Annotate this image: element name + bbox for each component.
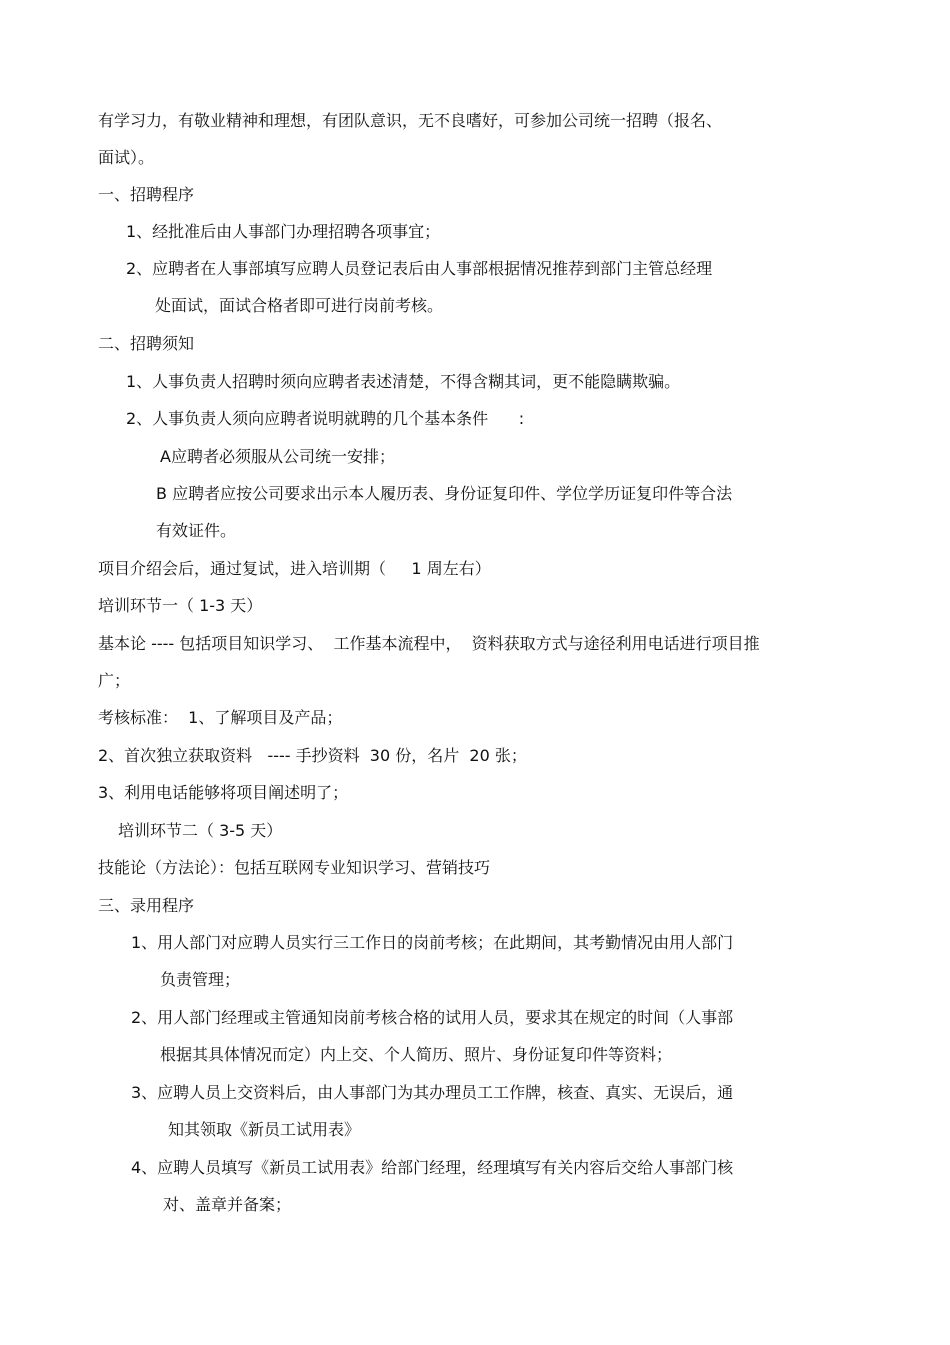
section-heading: 二、招聘须知 [98, 334, 195, 353]
text-line: 考核标准： 1、了解项目及产品； [98, 708, 343, 727]
text-line: 2、首次独立获取资料 ---- 手抄资料 30 份，名片 20 张； [98, 746, 527, 765]
sub-item: A应聘者必须服从公司统一安排； [160, 447, 395, 466]
list-item-continuation: 处面试，面试合格者即可进行岗前考核。 [155, 296, 444, 315]
list-item: 1、用人部门对应聘人员实行三工作日的岗前考核；在此期间，其考勤情况由用人部门 [131, 933, 734, 952]
text-line: 培训环节二（ 3-5 天） [118, 821, 283, 840]
text-line: 基本论 ---- 包括项目知识学习、 工作基本流程中， 资料获取方式与途径利用电话进行项目推 [98, 634, 760, 653]
section-heading: 一、招聘程序 [98, 185, 195, 204]
list-item-continuation: 负责管理； [160, 970, 241, 989]
list-item-continuation: 知其领取《新员工试用表》 [168, 1120, 361, 1139]
text-line: 项目介绍会后，通过复试，进入培训期（ 1 周左右） [98, 559, 491, 578]
text-line: 技能论（方法论）：包括互联网专业知识学习、营销技巧 [98, 858, 491, 877]
sub-item: B 应聘者应按公司要求出示本人履历表、身份证复印件、学位学历证复印件等合法 [156, 484, 733, 503]
list-item: 3、应聘人员上交资料后，由人事部门为其办理员工工作牌，核查、真实、无误后，通 [131, 1083, 734, 1102]
text-line: 3、利用电话能够将项目阐述明了； [98, 783, 349, 802]
section-heading: 三、录用程序 [98, 896, 195, 915]
list-item: 2、应聘者在人事部填写应聘人员登记表后由人事部根据情况推荐到部门主管总经理 [126, 259, 713, 278]
list-item: 2、人事负责人须向应聘者说明就聘的几个基本条件 : [126, 409, 525, 428]
list-item: 1、经批准后由人事部门办理招聘各项事宜； [126, 222, 441, 241]
text-line: 培训环节一（ 1-3 天） [98, 596, 263, 615]
sub-item-continuation: 有效证件。 [156, 521, 237, 540]
text-line: 广； [98, 671, 131, 690]
list-item: 2、用人部门经理或主管通知岗前考核合格的试用人员，要求其在规定的时间（人事部 [131, 1008, 734, 1027]
list-item-continuation: 对、盖章并备案； [163, 1195, 292, 1214]
text-line: 有学习力，有敬业精神和理想，有团队意识，无不良嗜好，可参加公司统一招聘（报名、 [98, 111, 723, 130]
list-item: 4、应聘人员填写《新员工试用表》给部门经理，经理填写有关内容后交给人事部门核 [131, 1158, 734, 1177]
text-line: 面试）。 [98, 148, 155, 167]
list-item: 1、人事负责人招聘时须向应聘者表述清楚，不得含糊其词，更不能隐瞒欺骗。 [126, 372, 681, 391]
list-item-continuation: 根据其具体情况而定）内上交、个人简历、照片、身份证复印件等资料； [160, 1045, 673, 1064]
